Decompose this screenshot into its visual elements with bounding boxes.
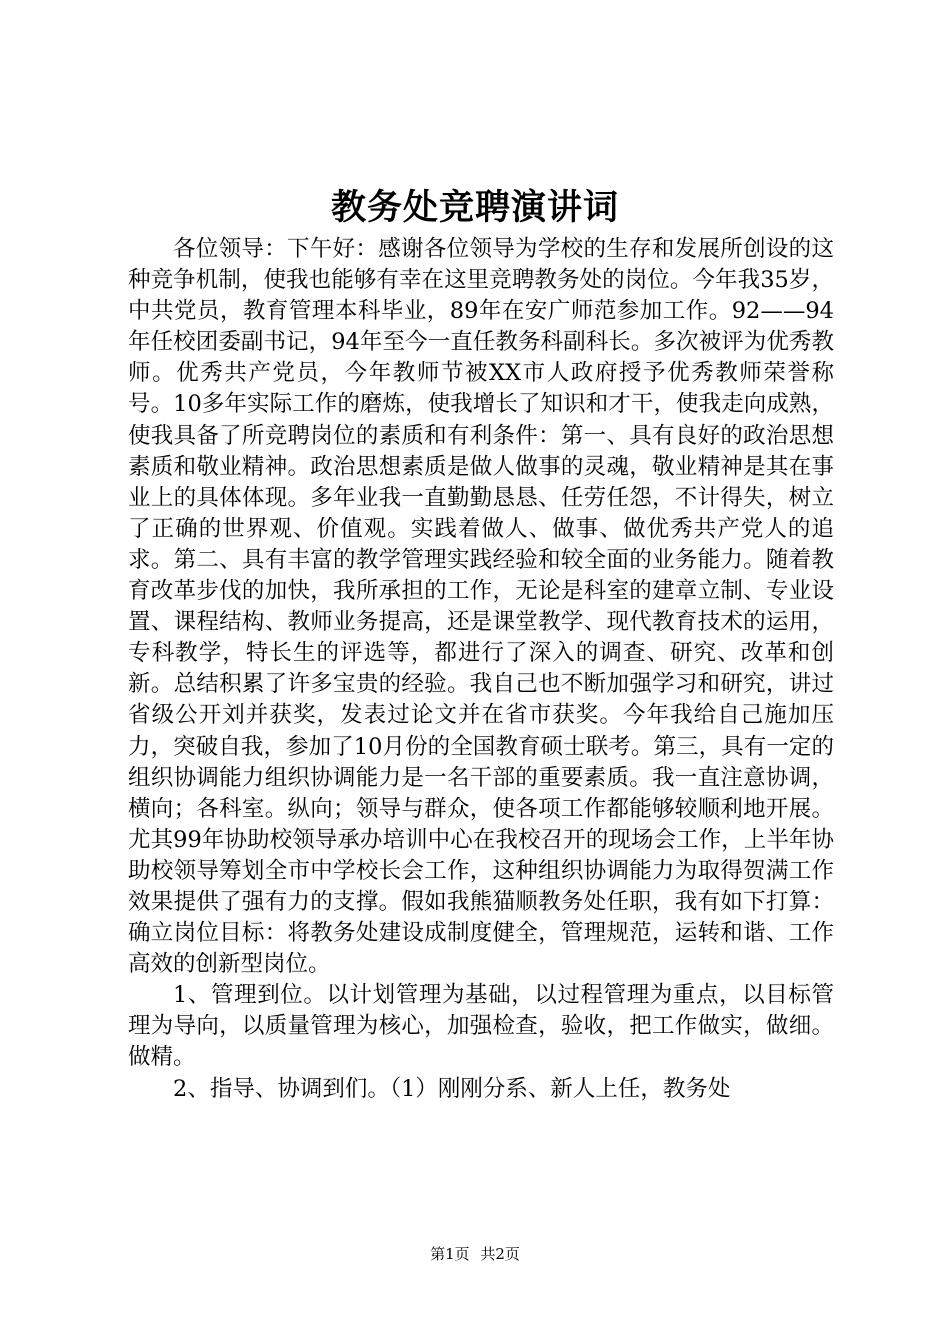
document-body [128,234,834,1105]
paragraph-item-2: 2、指导、协调到们。（1）刚刚分系、新人上任，教务处 [173,1075,731,1102]
paragraph-intro: 各位领导：下午好：感谢各位领导为学校的生存和发展所创设的这种竞争机制，使我也能够有幸在这里竞聘教务处的岗位。今年我35岁，中共党员，教育管理本科毕业，89年在安广师范参加工作。92——94年任校团委副书记，94年至今一直任教务科副科长。多次被评为优秀教师。优秀共产党员，今年教师节被XX市人政府授予优秀教师荣誉称号。10多年实际工作的磨炼，使我增长了知识和才干，使我走向成熟，使我具备了所竞聘岗位的素质和有利条件：第一、具有良好的政治思想素质和敬业精神。政治思想素质是做人做事的灵魂，敬业精神是其在事业上的具体体现。多年业我一直勤勤恳恳、任劳任怨，不计得失，树立了正确的世界观、价值观。实践着做人、做事、做优秀共产党人的追求。第二、具有丰富的教学管理实践经验和较全面的业务能力。随着教育改革步伐的加快，我所承担的工作，无论是科室的建章立制、专业设置、课程结构、教师业务提高，还是课堂教学、现代教育技术的运用，专科教学，特长生的评选等，都进行了深入的调查、研究、改革和创新。总结积累了许多宝贵的经验。我自己也不断加强学习和研究，讲过省级公开刘并获奖，发表过论文并在省市获奖。今年我给自己施加压力，突破自我，参加了10月份的全国教育硕士联考。第三，具有一定的组织协调能力组织协调能力是一名干部的重要素质。我一直注意协调，横向；各科室。纵向；领导与群众，使各项工作都能够较顺利地开展。尤其99年协助校领导承办培训中心在我校召开的现场会工作，上半年协助校领导筹划全市中学校长会工作，这种组织协调能力为取得贺满工作效果提供了强有力的支撑。假如我熊猫顺教务处任职，我有如下打算：确立岗位目标：将教务处建设成制度健全，管理规范，运转和谐、工作高效的创新型岗位。 [128,236,834,978]
page-number: 第1页 [430,1245,470,1263]
page-total: 共2页 [480,1245,520,1263]
page-footer [0,1244,950,1264]
paragraph-item-1: 1、管理到位。以计划管理为基础，以过程管理为重点，以目标管理为导向，以质量管理为核心，加强检查，验收，把工作做实，做细。做精。 [128,982,834,1071]
document-title: 教务处竞聘演讲词 [330,187,619,228]
